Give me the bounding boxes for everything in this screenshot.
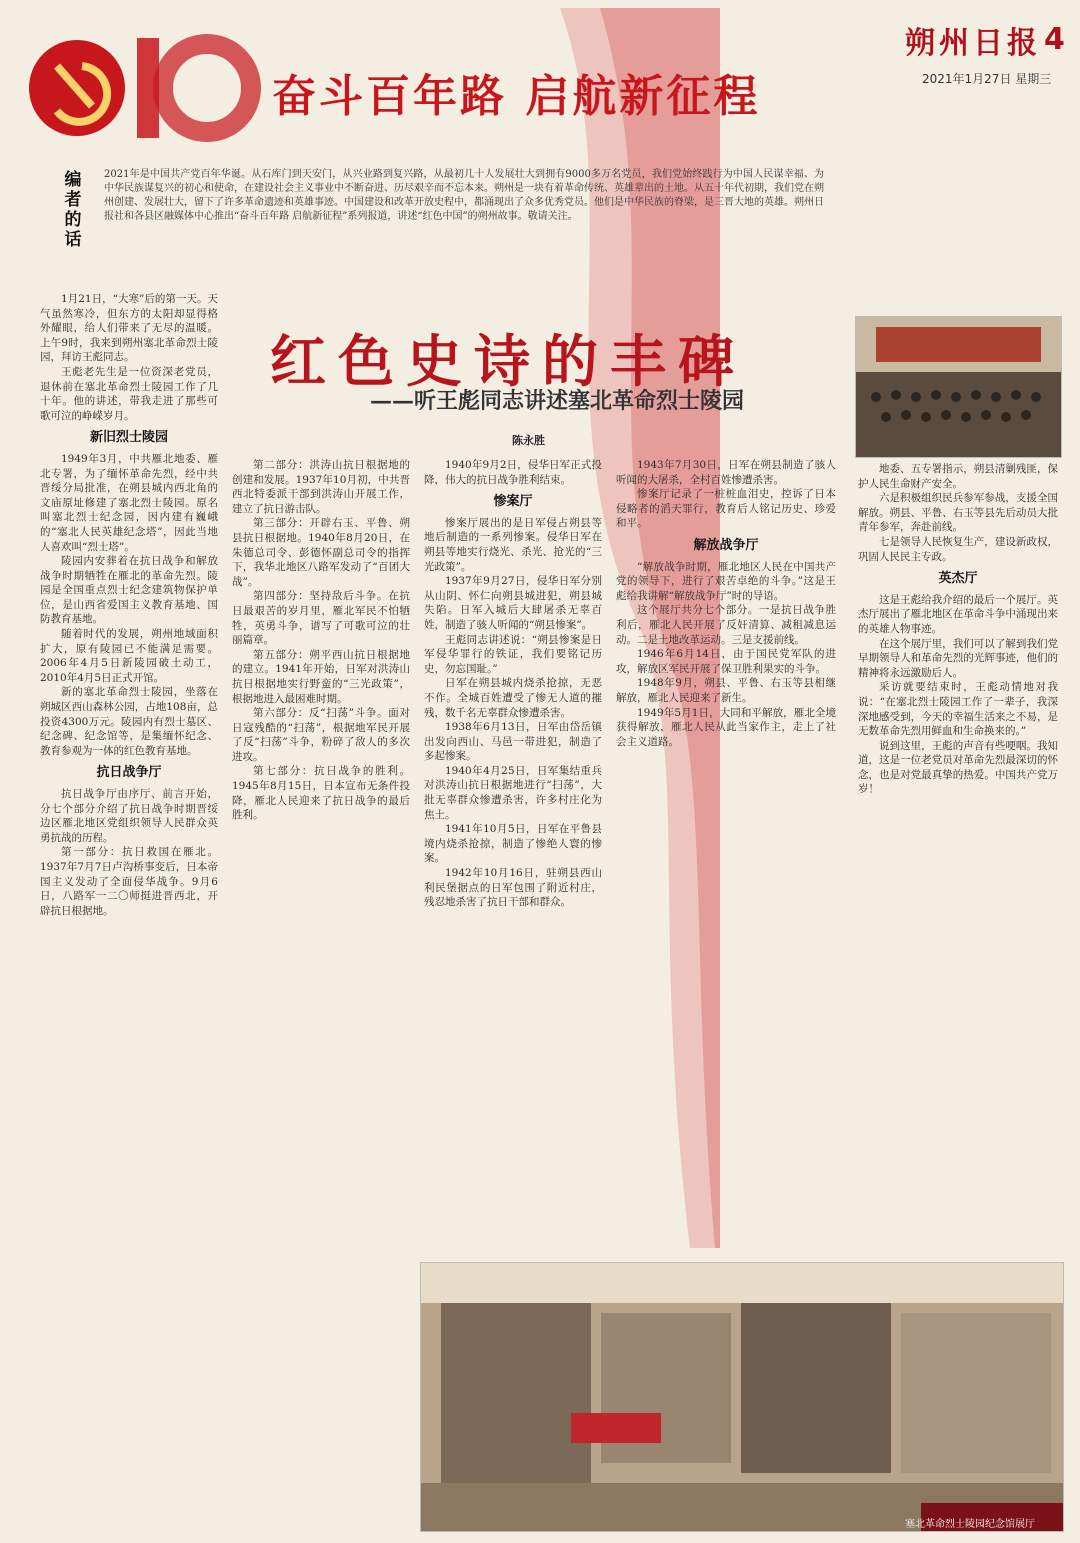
column-2 xyxy=(232,458,410,1528)
paragraph: 这个展厅共分七个部分。一是抗日战争胜利后，雁北人民开展了反奸清算、减租减息运动。二是土地改革运动。三是支援前线。 xyxy=(616,604,836,646)
page-number: 4 xyxy=(1044,22,1065,57)
paragraph: 日军在朔县城内烧杀抢掠，无恶不作。全城百姓遭受了惨无人道的摧残，数千名无辜群众惨遭杀害。 xyxy=(424,677,602,719)
paragraph: 随着时代的发展，朔州地域面积扩大，原有陵园已不能满足需要。2006年4月5日新陵园破土动工，2010年4月5日正式开馆。 xyxy=(40,628,218,684)
paragraph: 抗日战争厅由序厅、前言开始，分七个部分介绍了抗日战争时期晋绥边区雁北地区党组织领导人民群众英勇抗战的历程。 xyxy=(40,788,218,844)
paragraph: 1949年3月，中共雁北地委、雁北专署，为了缅怀革命先烈，经中共晋绥分局批准，在朔县城内西北角的文庙原址修建了塞北烈士陵园。原名叫塞北烈士纪念园，因内建有巍峨的“塞北人民英雄纪念塔”，因此当地人喜欢叫“烈士塔”。 xyxy=(40,452,218,553)
paragraph: 1946年6月14日，由于国民党军队的进攻，解放区军民开展了保卫胜利果实的斗争。 xyxy=(616,648,836,675)
paper-name-logo: 朔州日报 xyxy=(905,26,1041,61)
column-1 xyxy=(40,292,218,1522)
paragraph: 1937年9月27日，侵华日军分别从山阴、怀仁向朔县城进犯，朔县城失陷。日军入城后大肆屠杀无辜百姓，制造了骇人听闻的“朔县惨案”。 xyxy=(424,575,602,631)
paragraph: 六是积极组织民兵参军参战，支援全国解放。朔县、平鲁、右玉等县先后动员大批青年参军，奔赴前线。 xyxy=(858,492,1058,534)
masthead xyxy=(0,0,1080,150)
paragraph: 第七部分：抗日战争的胜利。1945年8月15日，日本宣布无条件投降，雁北人民迎来了抗日战争的最后胜利。 xyxy=(232,765,410,822)
paragraph: 1940年4月25日，日军集结重兵对洪涛山抗日根据地进行“扫荡”，大批无辜群众惨遭杀害，许多村庄化为焦土。 xyxy=(424,764,602,821)
paragraph: 七是领导人民恢复生产，建设新政权，巩固人民民主专政。 xyxy=(858,535,1058,563)
article-subhead: ——听王彪同志讲述塞北革命烈士陵园 xyxy=(370,388,745,414)
editor-note-text: 2021年是中国共产党百年华诞。从石库门到天安门，从兴业路到复兴路，从最初几十人发展壮大到拥有9000多万名党员，我们党始终践行为中国人民谋幸福、为中华民族谋复兴的初心和使命，在建设社会主义事业中不断奋进、历尽艰辛而不忘本来。朔州是一块有着革命传统、英雄辈出的土地。从五十年代初期，我们党在朔州创建、发展壮大，留下了许多革命遗迹和英雄事迹。中国建设和改革开放史程中，都涌现出了众多优秀党员。他们是中华民族的脊梁，是三晋大地的英雄。朔州日报社和各县区融媒体中心推出“奋斗百年路 启航新征程”系列报道，讲述“红色中国”的朔州故事。敬请关注。 xyxy=(104,169,824,222)
paragraph: 第三部分：开辟右玉、平鲁、朔县抗日根据地。1940年8月20日，在朱德总司令、彭德怀副总司令的指挥下，我华北地区八路军发动了“百团大战”。 xyxy=(232,517,410,588)
paragraph: 第五部分：朔平西山抗日根据地的建立。1941年开始，日军对洪涛山抗日根据地实行野蛮的“三光政策”，根据地进入最困难时期。 xyxy=(232,648,410,705)
column-5 xyxy=(858,462,1058,1257)
paragraph: 1948年9月，朔县、平鲁、右玉等县相继解放，雁北人民迎来了新生。 xyxy=(616,677,836,704)
article-byline: 陈永胜 xyxy=(512,434,545,447)
paragraph: 1938年6月13日，日军由岱岳镇出发向西山、马邑一带进犯，制造了多起惨案。 xyxy=(424,721,602,763)
paragraph: 地委、五专署指示，朔县清剿残匪，保护人民生命财产安全。 xyxy=(858,463,1058,490)
paragraph: 王彪老先生是一位资深老党员，退休前在塞北革命烈士陵园工作了几十年。他的讲述，带我走进了那些可歌可泣的峥嵘岁月。 xyxy=(40,365,218,422)
party-100-emblem xyxy=(22,26,272,146)
paragraph: 1940年9月2日，侵华日军正式投降，伟大的抗日战争胜利结束。 xyxy=(424,459,602,486)
paragraph: “解放战争时期，雁北地区人民在中国共产党的领导下，进行了艰苦卓绝的斗争。”这是王彪给我讲解“解放战争厅”时的导语。 xyxy=(616,560,836,602)
exhibition-hall-photo xyxy=(420,1262,1064,1532)
paragraph: 这是王彪给我介绍的最后一个展厅。英杰厅展出了雁北地区在革命斗争中涌现出来的英雄人物事迹。 xyxy=(858,593,1058,635)
section-heading: 解放战争厅 xyxy=(693,537,759,553)
paragraph: 第四部分：坚持敌后斗争。在抗日最艰苦的岁月里，雁北军民不怕牺牲，英勇斗争，谱写了可歌可泣的壮丽篇章。 xyxy=(232,590,410,647)
paper-date: 2021年1月27日 星期三 xyxy=(922,72,1052,86)
paragraph: 1943年7月30日，日军在朔县制造了骇人听闻的大屠杀，全村百姓惨遭杀害。 xyxy=(616,459,836,486)
paragraph: 第一部分：抗日救国在雁北。1937年7月7日卢沟桥事变后，日本帝国主义发动了全面侵华战争。9月6日，八路军一二〇师挺进晋西北，开辟抗日根据地。 xyxy=(40,846,218,917)
editor-note-label-text: 编 者 的 话 xyxy=(64,170,82,250)
paragraph: 在这个展厅里，我们可以了解到我们党早期领导人和革命先烈的光辉事迹，他们的精神将永远激励后人。 xyxy=(858,637,1058,679)
section-heading: 新旧烈士陵园 xyxy=(89,430,168,446)
paragraph: 惨案厅记录了一桩桩血泪史，控诉了日本侵略者的滔天罪行，教育后人铭记历史、珍爱和平。 xyxy=(616,488,836,530)
paragraph: 王彪同志讲述说：“朔县惨案是日军侵华罪行的铁证，我们要铭记历史，勿忘国耻。” xyxy=(424,633,602,675)
paragraph: 第六部分：反“扫荡”斗争。面对日寇残酷的“扫荡”，根据地军民开展了反“扫荡”斗争，粉碎了敌人的多次进攻。 xyxy=(232,707,410,763)
paragraph: 第二部分：洪涛山抗日根据地的创建和发展。1937年10月初，中共晋西北特委派干部到洪涛山开展工作，建立了抗日游击队。 xyxy=(232,459,410,515)
section-heading: 抗日战争厅 xyxy=(96,765,162,781)
section-heading: 英杰厅 xyxy=(938,571,978,587)
paragraph: 1月21日，“大寒”后的第一天。天气虽然寒冷，但东方的太阳却显得格外耀眼，给人们带来了无尽的温暖。上午9时，我来到朔州塞北革命烈士陵园，拜访王彪同志。 xyxy=(40,293,218,364)
paragraph: 采访就要结束时，王彪动情地对我说：“在塞北烈士陵园工作了一辈子，我深深地感受到，今天的幸福生活来之不易，是无数革命先烈用鲜血和生命换来的。” xyxy=(858,681,1058,738)
article-headline: 红色史诗的丰碑 xyxy=(270,329,746,395)
paragraph: 新的塞北革命烈士陵园，坐落在朔城区西山森林公园，占地108亩，总投资4300万元。陵园内有烈士墓区、纪念碑、纪念馆等，是集缅怀纪念、教育参观为一体的红色教育基地。 xyxy=(40,686,218,757)
section-heading: 惨案厅 xyxy=(493,494,533,510)
column-3 xyxy=(424,458,602,1253)
memorial-group-photo xyxy=(855,316,1062,458)
column-4 xyxy=(616,458,836,1253)
paragraph: 1942年10月16日，驻朔县西山利民堡据点的日军包围了附近村庄，残忍地杀害了抗日干部和群众。 xyxy=(424,867,602,909)
photo-caption: 塞北革命烈士陵园纪念馆展厅 xyxy=(905,1519,1035,1530)
paragraph: 陵园内安葬着在抗日战争和解放战争时期牺牲在雁北的革命先烈。陵园是全国重点烈士纪念建筑物保护单位，是山西省爱国主义教育基地、国防教育基地。 xyxy=(40,555,218,626)
paragraph: 惨案厅展出的是日军侵占朔县等地后制造的一系列惨案。侵华日军在朔县等地实行烧光、杀光、抢光的“三光政策”。 xyxy=(424,516,602,573)
banner-title: 奋斗百年路 启航新征程 xyxy=(272,71,761,122)
paragraph: 1949年5月1日，大同和平解放，雁北全境获得解放，雁北人民从此当家作主，走上了社会主义道路。 xyxy=(616,706,836,748)
paragraph: 说到这里，王彪的声音有些哽咽。我知道，这是一位老党员对革命先烈最深切的怀念，也是对党最真挚的热爱。中国共产党万岁！ xyxy=(858,739,1058,796)
paragraph: 1941年10月5日，日军在平鲁县境内烧杀抢掠，制造了惨绝人寰的惨案。 xyxy=(424,823,602,865)
